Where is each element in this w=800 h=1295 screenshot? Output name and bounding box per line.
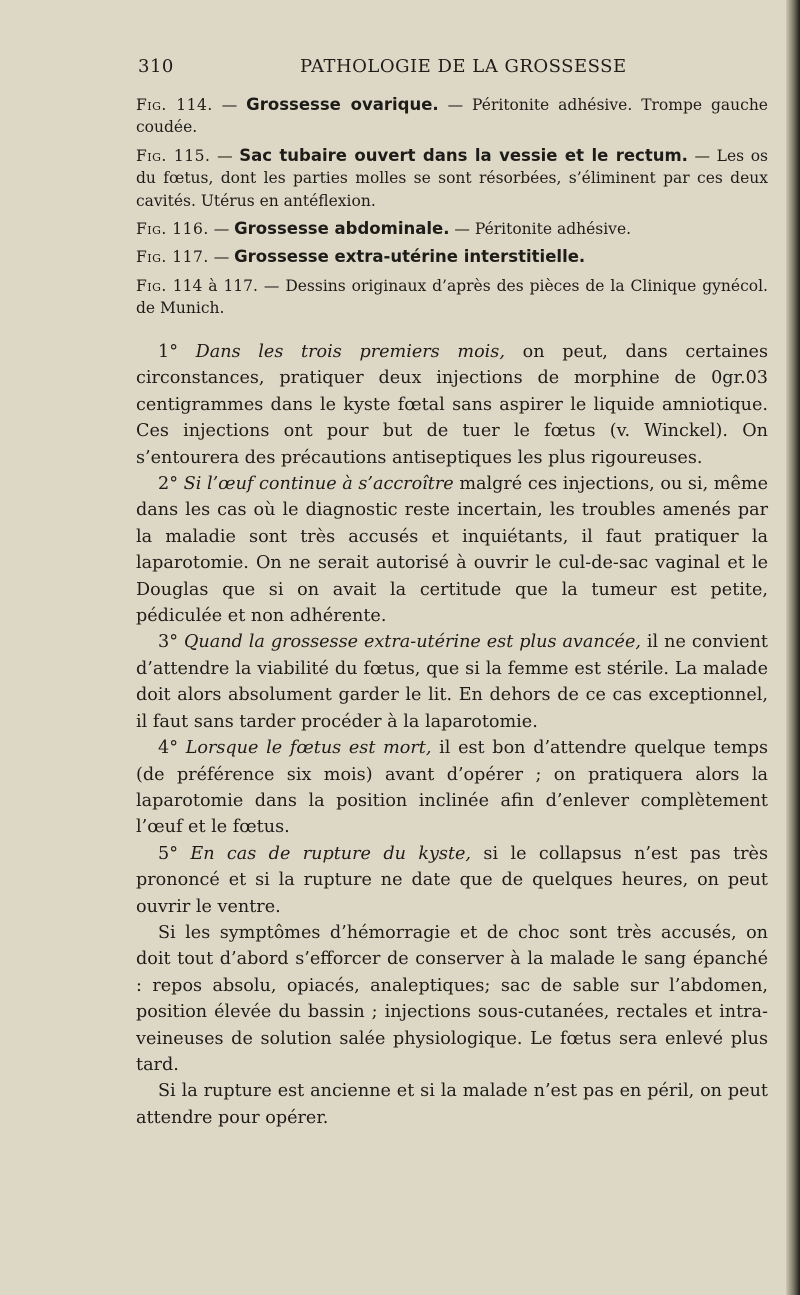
paragraph-emphasis: Quand la grossesse extra-utérine est plus avancée, xyxy=(183,632,641,653)
caption-fig-117 xyxy=(136,246,768,268)
paragraph-6 xyxy=(136,920,768,1078)
figure-captions xyxy=(136,94,768,326)
paragraph-number: 3° xyxy=(158,632,184,653)
caption-label: Fig. 117. xyxy=(136,248,209,267)
caption-fig-114 xyxy=(136,94,768,139)
page-number: 310 xyxy=(138,56,174,77)
paragraph-number: 1° xyxy=(158,342,196,362)
paragraph-emphasis: Lorsque le fœtus est mort, xyxy=(185,738,432,759)
caption-separator: — xyxy=(208,248,235,267)
caption-fig-116 xyxy=(136,218,768,240)
paragraph-text: il ne convient d’attendre la viabilité du fœtus, que si la femme est stérile. La malade doit alors absolument garder le lit. En dehors de ce cas exceptionnel, il faut sans tarder procéder à la laparotomie. xyxy=(136,632,768,732)
caption-title: Sac tubaire ouvert dans la vessie et le rectum. xyxy=(239,145,688,165)
caption-label: Fig. 116. xyxy=(136,220,209,239)
paragraph-emphasis: En cas de rupture du kyste, xyxy=(190,843,472,864)
caption-separator: 114 à 117. — xyxy=(166,276,286,295)
caption-text: — Péritonite adhésive. xyxy=(449,220,632,239)
caption-text: — Péritonite adhésive. Trompe gauche coudée. xyxy=(136,96,768,137)
caption-text: — Les os du fœtus, dont les parties molles se sont résorbées, s’éliminent par ces deux cavités. Utérus en antéflexion. xyxy=(136,146,768,210)
paragraph-text: on peut, dans certaines circonstances, pratiquer deux injections de morphine de 0gr.03 centigrammes dans le kyste fœtal sans aspirer le liquide amniotique. Ces injections ont pour but de tuer le fœtus (v. Winckel). On s’entourera des précautions antiseptiques les plus rigoureuses. xyxy=(136,342,768,468)
paragraph-5 xyxy=(136,841,768,920)
running-header xyxy=(138,56,626,82)
running-title: PATHOLOGIE DE LA GROSSESSE xyxy=(300,56,627,77)
caption-fig-115 xyxy=(136,145,768,212)
caption-title: Grossesse ovarique. xyxy=(246,95,439,114)
paragraph-text: malgré ces injections, ou si, même dans les cas où le diagnostic reste incertain, les troubles amenés par la maladie sont très accusés et inquiétants, il faut pratiquer la laparotomie. On ne serait autorisé à ouvrir le cul-de-sac vaginal et le Douglas que si on avait la certitude que la tumeur est petite, pédiculée et non adhérente. xyxy=(136,474,768,627)
paragraph-number: 2° xyxy=(158,474,184,495)
paragraph-number: 5° xyxy=(158,843,191,864)
caption-separator: — xyxy=(212,96,247,114)
paragraph-3 xyxy=(136,629,768,735)
caption-separator: — xyxy=(208,220,235,239)
caption-text: Dessins originaux d’après des pièces de la Clinique gynécol. de Munich. xyxy=(136,276,768,318)
page-edge-shadow xyxy=(786,0,800,1295)
paragraph-emphasis: Si l’œuf continue à s’accroître xyxy=(183,474,454,495)
paragraph-text: Si les symptômes d’hémorragie et de choc sont très accusés, on doit tout d’abord s’efforcer de conserver à la malade le sang épanché : repos absolu, opiacés, analeptiques; sac de sable sur l’abdomen, position élevée du bassin ; injections sous-cutanées, rectales et intra-veineuses de solution salée physiologique. Le fœtus sera enlevé plus tard. xyxy=(136,922,768,1075)
paragraph-7 xyxy=(136,1078,768,1131)
caption-separator: — xyxy=(210,146,240,165)
paragraph-text: il est bon d’attendre quelque temps (de préférence six mois) avant d’opérer ; on pratiquera alors la laparotomie dans la position inclinée afin d’enlever complètement l’œuf et le fœtus. xyxy=(136,738,768,838)
paragraph-4 xyxy=(136,735,768,841)
caption-title: Grossesse abdominale. xyxy=(234,219,450,239)
caption-label: Fig. xyxy=(136,276,167,295)
caption-source-note xyxy=(136,275,768,320)
caption-title: Grossesse extra-utérine interstitielle. xyxy=(234,247,586,267)
paragraph-text: Si la rupture est ancienne et si la malade n’est pas en péril, on peut attendre pour opérer. xyxy=(136,1081,768,1128)
caption-label: Fig. 114. xyxy=(136,96,213,114)
paragraph-1 xyxy=(136,339,768,471)
caption-label: Fig. 115. xyxy=(136,146,211,165)
paragraph-number: 4° xyxy=(158,738,186,759)
paragraph-text: si le collapsus n’est pas très prononcé et si la rupture ne date que de quelques heures, on peut ouvrir le ventre. xyxy=(136,843,768,917)
paragraph-emphasis: Dans les trois premiers mois, xyxy=(195,342,505,362)
body-text xyxy=(136,339,768,1131)
paragraph-2 xyxy=(136,471,768,629)
